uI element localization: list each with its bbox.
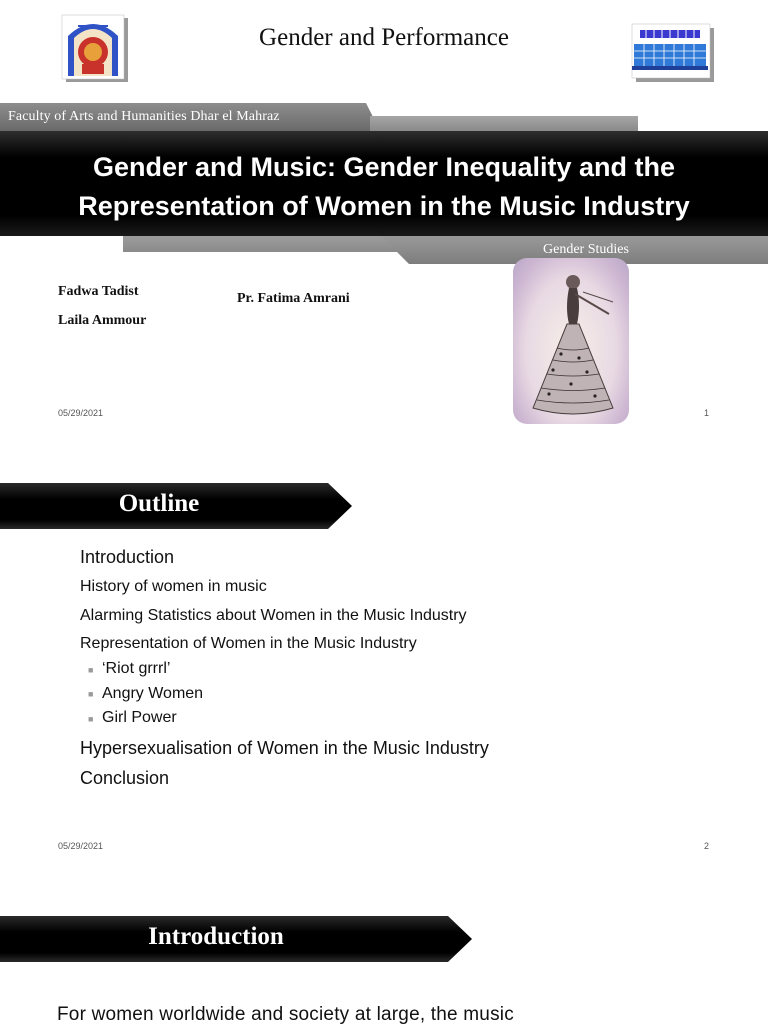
sub-bullet-icon: ■ — [88, 689, 94, 699]
supervisor-name: Pr. Fatima Amrani — [237, 291, 350, 306]
outline-item: Representation of Women in the Music Industry — [80, 635, 417, 652]
title-line-2: Representation of Women in the Music Industry — [78, 191, 690, 221]
faculty-name: Faculty of Arts and Humanities Dhar el Mahraz — [8, 109, 280, 124]
slide-date: 05/29/2021 — [58, 408, 104, 418]
outline-heading: Outline — [118, 490, 200, 517]
outline-item: Alarming Statistics about Women in the Music Industry — [80, 607, 467, 624]
outline-item: History of women in music — [80, 578, 267, 595]
presentation-title — [0, 148, 768, 226]
header-title: Gender and Performance — [259, 24, 509, 51]
slide-number: 2 — [704, 841, 710, 851]
subject-label: Gender Studies — [543, 242, 629, 257]
introduction-heading: Introduction — [148, 923, 284, 950]
sub-bullet-icon: ■ — [88, 714, 94, 724]
outline-item: Introduction — [80, 547, 175, 567]
sub-bullet-icon: ■ — [88, 665, 94, 675]
student-name: Laila Ammour — [58, 313, 147, 328]
outline-subitem: ‘Riot grrrl’ — [102, 660, 171, 677]
faculty-building-logo — [630, 22, 714, 82]
violinist-illustration — [513, 258, 629, 424]
introduction-text: For women worldwide and society at large, the music — [57, 1004, 514, 1025]
slide-number: 1 — [704, 408, 710, 418]
outline-item: Hypersexualisation of Women in the Music Industry — [80, 738, 489, 758]
student-name: Fadwa Tadist — [58, 284, 139, 299]
subject-band — [123, 236, 768, 264]
outline-item: Conclusion — [80, 768, 170, 788]
outline-subitem: Girl Power — [102, 709, 177, 726]
title-line-1: Gender and Music: Gender Inequality and the — [92, 152, 676, 182]
outline-subitem: Angry Women — [102, 685, 204, 702]
slide-date: 05/29/2021 — [58, 841, 104, 851]
